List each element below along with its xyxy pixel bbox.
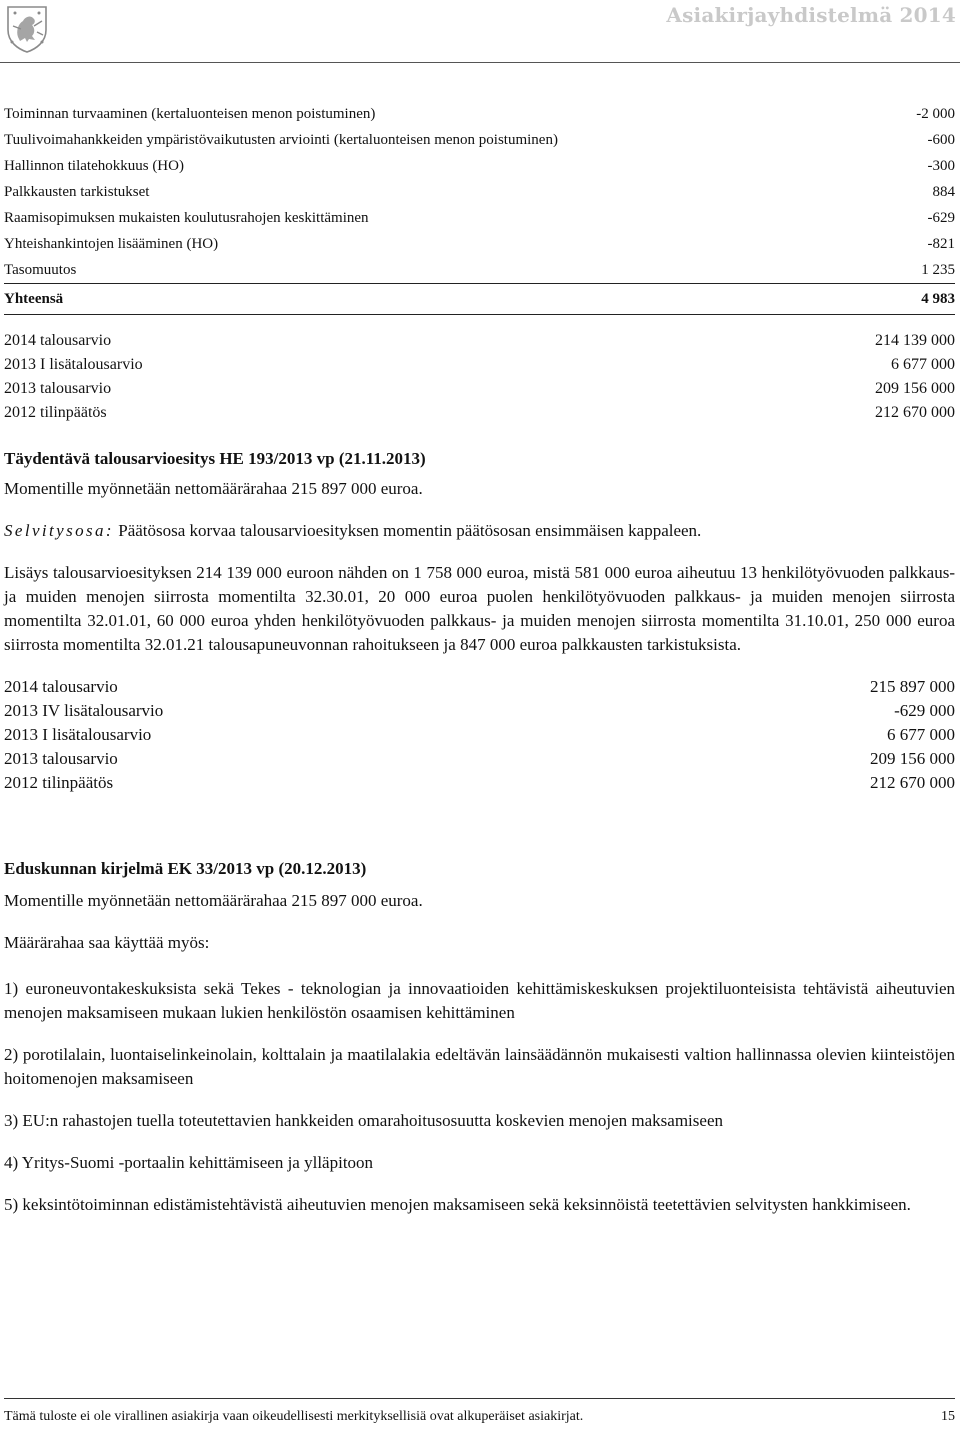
table-row xyxy=(4,329,955,353)
table-row xyxy=(4,179,955,205)
page-content xyxy=(4,101,955,1217)
table-row xyxy=(4,401,955,425)
total-value: 4 983 xyxy=(921,291,955,307)
row-label: 2013 IV lisätalousarvio xyxy=(4,701,164,720)
row-label: Tuulivoimahankkeiden ympäristövaikutusten arviointi (kertaluonteisen menon poistuminen) xyxy=(4,132,558,148)
row-value: 209 156 000 xyxy=(870,749,955,768)
row-value: -629 xyxy=(927,210,955,226)
table-row xyxy=(4,257,955,283)
table-row xyxy=(4,699,955,723)
table-row xyxy=(4,675,955,699)
list-item: 1) euroneuvontakeskuksista sekä Tekes - teknologian ja innovaatioiden kehittämiskeskuksen projektiluonteisista tehtävistä aiheutuvien menojen maksamiseen mukaan lukien henkilöstön osaamisen kehittäminen xyxy=(4,979,955,1022)
changes-table xyxy=(4,101,955,315)
row-value: -629 000 xyxy=(894,701,955,720)
table-row xyxy=(4,723,955,747)
section-heading: Täydentävä talousarvioesitys HE 193/2013 vp (21.11.2013) xyxy=(4,449,426,468)
row-value: 209 156 000 xyxy=(875,380,955,397)
row-value: 212 670 000 xyxy=(875,404,955,421)
usage-intro: Määrärahaa saa käyttää myös: xyxy=(4,933,210,952)
row-value: 212 670 000 xyxy=(870,773,955,792)
row-label: Hallinnon tilatehokkuus (HO) xyxy=(4,158,184,174)
table-row xyxy=(4,205,955,231)
row-label: 2013 I lisätalousarvio xyxy=(4,356,143,373)
document-title: Asiakirjayhdistelmä 2014 xyxy=(666,3,956,27)
list-item: 5) keksintötoiminnan edistämistehtävistä aiheutuvien menojen maksamiseen sekä keksinnöistä teetettävien selvitysten hankkimiseen. xyxy=(4,1195,911,1214)
table-row xyxy=(4,101,955,127)
table-row xyxy=(4,377,955,401)
row-value: 6 677 000 xyxy=(887,725,955,744)
row-value: 214 139 000 xyxy=(875,332,955,349)
row-value: -2 000 xyxy=(916,106,955,122)
list-item: 2) porotilalain, luontaiselinkeinolain, kolttalain ja maatilalakia edeltävän lainsäädännön mukaisesti valtion hallinnassa olevien kiinteistöjen hoitomenojen maksamiseen xyxy=(4,1045,955,1088)
table-row xyxy=(4,231,955,257)
footer-disclaimer: Tämä tuloste ei ole virallinen asiakirja vaan oikeudellisesti merkityksellisiä ovat alkuperäiset asiakirjat. xyxy=(4,1409,584,1424)
total-label: Yhteensä xyxy=(4,291,64,307)
footer-divider xyxy=(4,1398,955,1399)
row-label: 2013 talousarvio xyxy=(4,749,118,768)
budget-table-1 xyxy=(4,329,955,425)
row-label: Tasomuutos xyxy=(4,262,77,278)
table-row xyxy=(4,127,955,153)
row-label: 2012 tilinpäätös xyxy=(4,404,107,421)
finnish-lion-coat-of-arms-icon xyxy=(4,4,50,54)
table-row xyxy=(4,771,955,795)
explanation-label: Selvitysosa: xyxy=(4,521,114,540)
row-value: 6 677 000 xyxy=(891,356,955,373)
row-label: 2012 tilinpäätös xyxy=(4,773,114,792)
section-heading: Eduskunnan kirjelmä EK 33/2013 vp (20.12.2013) xyxy=(4,859,367,878)
row-value: -821 xyxy=(927,236,955,252)
page-header xyxy=(0,0,960,64)
table-row xyxy=(4,747,955,771)
appropriation-text: Momentille myönnetään nettomäärärahaa 215 897 000 euroa. xyxy=(4,891,423,910)
appropriation-text: Momentille myönnetään nettomäärärahaa 215 897 000 euroa. xyxy=(4,479,423,498)
row-label: Toiminnan turvaaminen (kertaluonteisen menon poistuminen) xyxy=(4,106,376,122)
list-item: 4) Yritys-Suomi -portaalin kehittämiseen ja ylläpitoon xyxy=(4,1153,374,1172)
row-value: -300 xyxy=(927,158,955,174)
row-label: Raamisopimuksen mukaisten koulutusrahojen keskittäminen xyxy=(4,210,369,226)
row-value: 215 897 000 xyxy=(870,677,955,696)
budget-table-2 xyxy=(4,675,955,795)
row-label: 2014 talousarvio xyxy=(4,332,112,349)
table-row xyxy=(4,353,955,377)
row-label: Palkkausten tarkistukset xyxy=(4,184,150,200)
explanation-text: Päätösosa korvaa talousarvioesityksen momentin päätösosan ensimmäisen kappaleen. xyxy=(118,521,702,540)
row-value: 884 xyxy=(932,184,955,200)
row-label: 2014 talousarvio xyxy=(4,677,118,696)
page-number: 15 xyxy=(941,1409,955,1424)
header-divider xyxy=(0,62,960,63)
total-row xyxy=(4,284,955,314)
row-label: 2013 talousarvio xyxy=(4,380,112,397)
explanation-paragraph: Lisäys talousarvioesityksen 214 139 000 euroon nähden on 1 758 000 euroa, mistä 581 000 euroa aiheutuu 13 henkilötyövuoden palkkaus- ja muiden menojen siirrosta momentilta 32.30.01, 20 000 euroa puolen henkilötyövuoden palkkaus- ja muiden menojen siirrosta momentilta 32.01.01, 60 000 euroa yhden henkilötyövuoden palkkaus- ja muiden menojen siirrosta momentilta 31.10.01, 250 000 euroa siirrosta momentilta 32.01.21 talousapuneuvonnan rahoitukseen ja 847 000 euroa palkkausten tarkistuksista. xyxy=(4,563,955,654)
page-footer xyxy=(4,1398,955,1425)
row-value: 1 235 xyxy=(921,262,955,278)
row-label: Yhteishankintojen lisääminen (HO) xyxy=(4,236,219,252)
row-value: -600 xyxy=(927,132,955,148)
row-label: 2013 I lisätalousarvio xyxy=(4,725,152,744)
table-row xyxy=(4,153,955,179)
explanation-line xyxy=(4,519,955,543)
list-item: 3) EU:n rahastojen tuella toteutettavien hankkeiden omarahoitusosuutta koskevien menojen maksamiseen xyxy=(4,1111,723,1130)
